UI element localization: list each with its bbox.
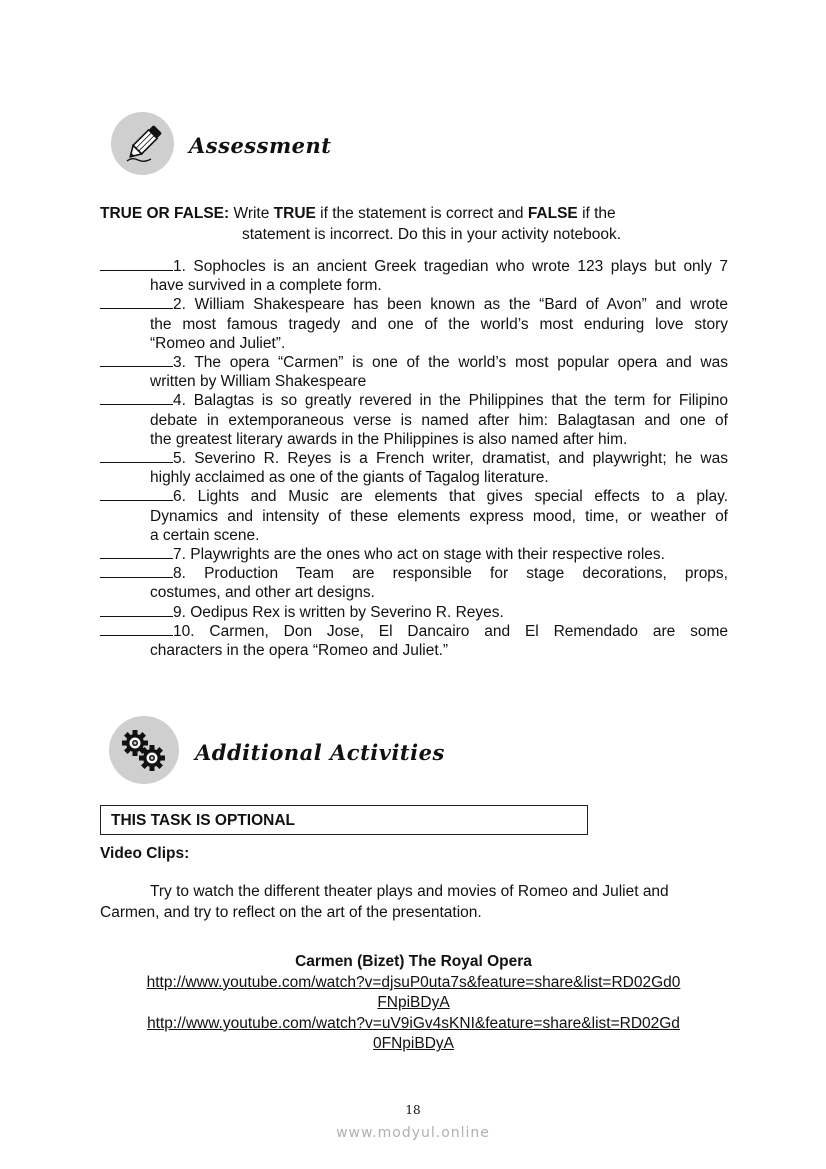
answer-blank[interactable]	[100, 258, 173, 271]
item-statement	[100, 545, 728, 564]
item-text: 2. William Shakespeare has been known as the “Bard of Avon” and wrote	[173, 296, 728, 314]
item-text: 9. Oedipus Rex is written by Severino R. Reyes.	[173, 603, 504, 621]
answer-blank[interactable]	[100, 623, 173, 636]
optional-task-box: THIS TASK IS OPTIONAL	[100, 805, 588, 835]
video-link-2[interactable]	[100, 1014, 727, 1055]
instruction-label: TRUE OR FALSE:	[100, 205, 230, 222]
true-false-item	[100, 603, 728, 622]
answer-blank[interactable]	[100, 296, 173, 309]
item-statement	[100, 391, 728, 410]
gears-icon	[109, 716, 179, 784]
page-number: 18	[405, 1103, 421, 1117]
item-statement	[100, 449, 728, 468]
instructions	[100, 203, 740, 245]
answer-blank[interactable]	[100, 450, 173, 463]
assessment-title: Assessment	[189, 133, 332, 158]
item-statement	[100, 564, 728, 583]
false-keyword: FALSE	[527, 205, 578, 222]
true-false-item	[100, 487, 728, 545]
paragraph-line-2: Carmen, and try to reflect on the art of the presentation.	[100, 904, 482, 921]
item-continuation: written by William Shakespeare	[150, 373, 367, 391]
item-continuation: have survived in a complete form.	[150, 277, 382, 295]
answer-blank[interactable]	[100, 604, 173, 617]
link-text: FNpiBDyA	[377, 994, 450, 1012]
paragraph-line-1: Try to watch the different theater plays and movies of Romeo and Juliet and	[150, 883, 669, 900]
item-continuation: Dynamics and intensity of these elements express mood, time, or weather of	[150, 507, 728, 525]
answer-blank[interactable]	[100, 546, 173, 559]
item-statement	[100, 487, 728, 506]
instruction-paragraph	[100, 881, 740, 923]
item-continuation: the greatest literary awards in the Philippines is also named after him.	[150, 430, 628, 448]
true-false-item	[100, 295, 728, 353]
video-link-1[interactable]	[100, 973, 727, 1014]
additional-activities-title: Additional Activities	[195, 739, 445, 765]
true-false-item	[100, 564, 728, 602]
true-false-item	[100, 622, 728, 660]
instruction-text: Write	[229, 205, 274, 222]
video-resource	[100, 952, 727, 1055]
link-text: http://www.youtube.com/watch?v=djsuP0uta7s&feature=share&list=RD02Gd0	[146, 973, 681, 991]
item-continuation: costumes, and other art designs.	[150, 584, 375, 602]
item-continuation: characters in the opera “Romeo and Juliet.”	[150, 642, 449, 660]
item-text: 6. Lights and Music are elements that gives special effects to a play.	[173, 488, 728, 506]
answer-blank[interactable]	[100, 392, 173, 405]
answer-blank[interactable]	[100, 488, 173, 501]
video-clips-label: Video Clips:	[100, 845, 190, 862]
item-continuation: debate in extemporaneous verse is named after him: Balagtasan and one of	[150, 411, 728, 429]
item-text: 7. Playwrights are the ones who act on stage with their respective roles.	[173, 546, 665, 564]
watermark: www.modyul.online	[336, 1125, 490, 1141]
resource-title: Carmen (Bizet) The Royal Opera	[295, 953, 532, 970]
item-statement	[100, 257, 728, 276]
item-text: 1. Sophocles is an ancient Greek tragedian who wrote 123 plays but only 7	[173, 258, 728, 275]
answer-blank[interactable]	[100, 354, 173, 367]
item-continuation: the most famous tragedy and one of the world’s most enduring love story	[150, 315, 728, 333]
true-false-list	[100, 257, 728, 660]
item-statement	[100, 603, 728, 622]
true-false-item	[100, 257, 728, 295]
instruction-text: if the	[577, 205, 616, 222]
true-false-item	[100, 391, 728, 449]
instruction-line-2: statement is incorrect. Do this in your activity notebook.	[242, 226, 622, 243]
instruction-text: if the statement is correct and	[315, 205, 528, 222]
link-text: 0FNpiBDyA	[373, 1035, 454, 1053]
additional-activities-header	[109, 716, 445, 784]
item-continuation: a certain scene.	[150, 526, 260, 544]
item-text: 4. Balagtas is so greatly revered in the Philippines that the term for Filipino	[173, 392, 728, 410]
item-statement	[100, 622, 728, 641]
item-statement	[100, 353, 728, 372]
answer-blank[interactable]	[100, 565, 173, 578]
item-continuation: “Romeo and Juliet”.	[150, 334, 286, 352]
link-text: http://www.youtube.com/watch?v=uV9iGv4sKNI&feature=share&list=RD02Gd	[147, 1014, 680, 1032]
item-text: 8. Production Team are responsible for stage decorations, props,	[173, 565, 728, 583]
true-false-item	[100, 449, 728, 487]
item-continuation: highly acclaimed as one of the giants of Tagalog literature.	[150, 469, 549, 487]
assessment-header	[111, 112, 332, 175]
item-text: 3. The opera “Carmen” is one of the world’s most popular opera and was	[173, 354, 728, 372]
pencil-icon	[111, 112, 174, 175]
item-text: 5. Severino R. Reyes is a French writer, dramatist, and playwright; he was	[173, 450, 728, 468]
true-keyword: TRUE	[273, 205, 316, 222]
true-false-item	[100, 353, 728, 391]
item-statement	[100, 295, 728, 314]
item-text: 10. Carmen, Don Jose, El Dancairo and El Remendado are some	[173, 622, 728, 640]
true-false-item	[100, 545, 728, 564]
